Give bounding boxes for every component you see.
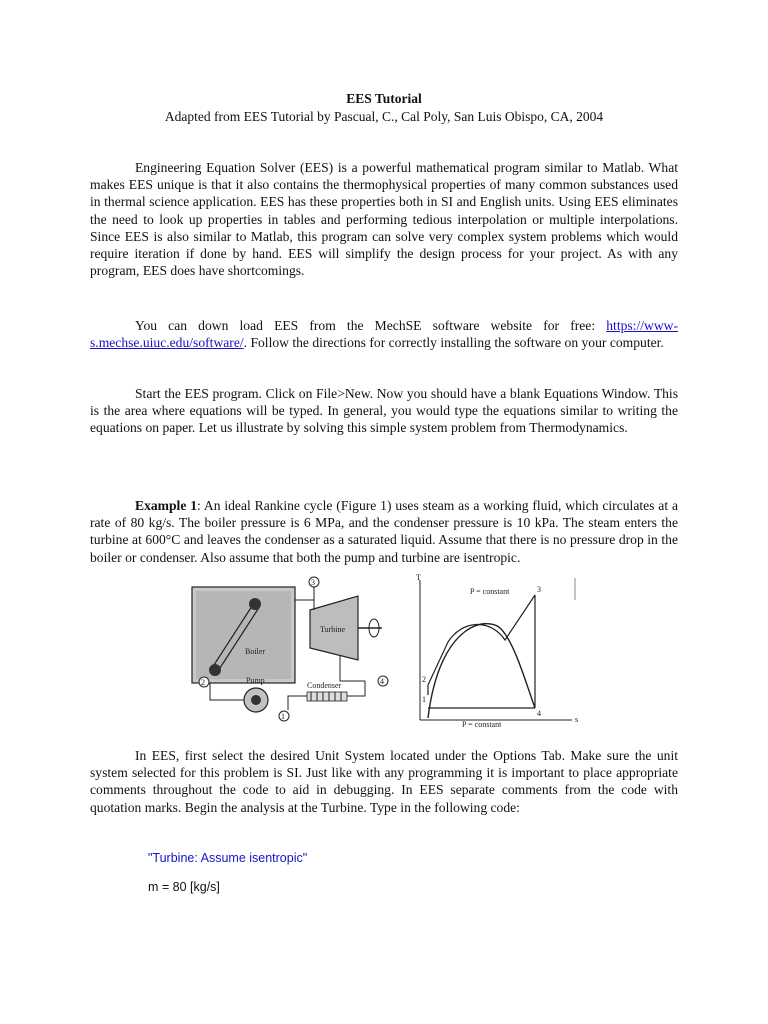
unit-system-paragraph (90, 747, 678, 816)
document-title: EES Tutorial (346, 91, 422, 106)
code-comment-line: "Turbine: Assume isentropic" (148, 851, 308, 865)
software-link[interactable]: https://www-s.mechse.uiuc.edu/software/ (90, 318, 678, 351)
intro-paragraph (90, 159, 678, 279)
ts-state-1: 1 (422, 695, 426, 704)
turbine-block (310, 596, 382, 660)
download-text-before: You can down load EES from the MechSE software website for free: (135, 318, 607, 333)
download-text-after: . Follow the directions for correctly installing the software on your computer. (243, 335, 664, 351)
ts-state-2: 2 (422, 675, 426, 684)
ts-state-3: 3 (537, 585, 541, 594)
start-paragraph (90, 385, 678, 437)
pump-label: Pump (246, 676, 265, 685)
pump-block (244, 676, 268, 712)
condenser-block (307, 681, 347, 701)
ts-pconst-top: P = constant (470, 587, 510, 596)
ts-diagram (416, 573, 578, 729)
state-3-label: 3 (311, 578, 315, 587)
turbine-label: Turbine (320, 625, 346, 634)
start-text: Start the EES program. Click on File>New. Now you should have a blank Equations Window. This is the area where equations will be typed. In general, you would type the equations similar to writing the equations on paper. Let us illustrate by solving this simple system problem from Thermodynamics. (90, 386, 678, 436)
state-2-label: 2 (201, 678, 205, 687)
document-subtitle: Adapted from EES Tutorial by Pascual, C., Cal Poly, San Luis Obispo, CA, 2004 (164, 109, 604, 124)
state-1-label: 1 (281, 712, 285, 721)
code-mass-flow-line: m = 80 [kg/s] (148, 880, 220, 894)
example-text: : An ideal Rankine cycle (Figure 1) uses steam as a working fluid, which circulates at a rate of 80 kg/s. The boiler pressure is 6 MPa, and the condenser pressure is 10 kPa. The steam enters the turbine at 600°C and leaves the condenser as a saturated liquid. Assume that there is no pressure drop in the boiler or condenser. Also assume that both the pump and turbine are isentropic. (90, 498, 679, 565)
ts-state-4: 4 (537, 709, 541, 718)
intro-text: Engineering Equation Solver (EES) is a powerful mathematical program similar to Matlab. What makes EES unique is that it also contains the thermophysical properties of many common substances used in thermal science application. EES has these properties both in SI and English units. Using EES eliminates the need to look up properties in tables and performing tedious interpolation or multiple interpolations. Since EES is also similar to Matlab, this program can solve very complex system problems which would require iteration if done by hand. EES will simplify the design process for your project. As with any program, EES does have shortcomings. (90, 160, 678, 279)
state-4-label: 4 (380, 677, 384, 686)
unit-system-text: In EES, first select the desired Unit System located under the Options Tab. Make sure the unit system selected for this problem is SI. Just like with any programming it is important to place appropriate comments throughout the code to aid in debugging. In EES separate comments from the code with quotation marks. Begin the analysis at the Turbine. Type in the following code: (90, 748, 678, 815)
download-paragraph (90, 317, 678, 351)
boiler-block (192, 587, 295, 683)
example-label: Example 1 (135, 498, 198, 513)
condenser-label: Condenser (307, 681, 342, 690)
example-paragraph (90, 497, 678, 566)
ts-t-axis-label: T (416, 573, 421, 582)
ts-pconst-bottom: P = constant (462, 720, 502, 729)
ts-s-axis-label: s (575, 715, 579, 724)
boiler-label: Boiler (245, 647, 265, 656)
rankine-cycle-figure (190, 570, 590, 730)
